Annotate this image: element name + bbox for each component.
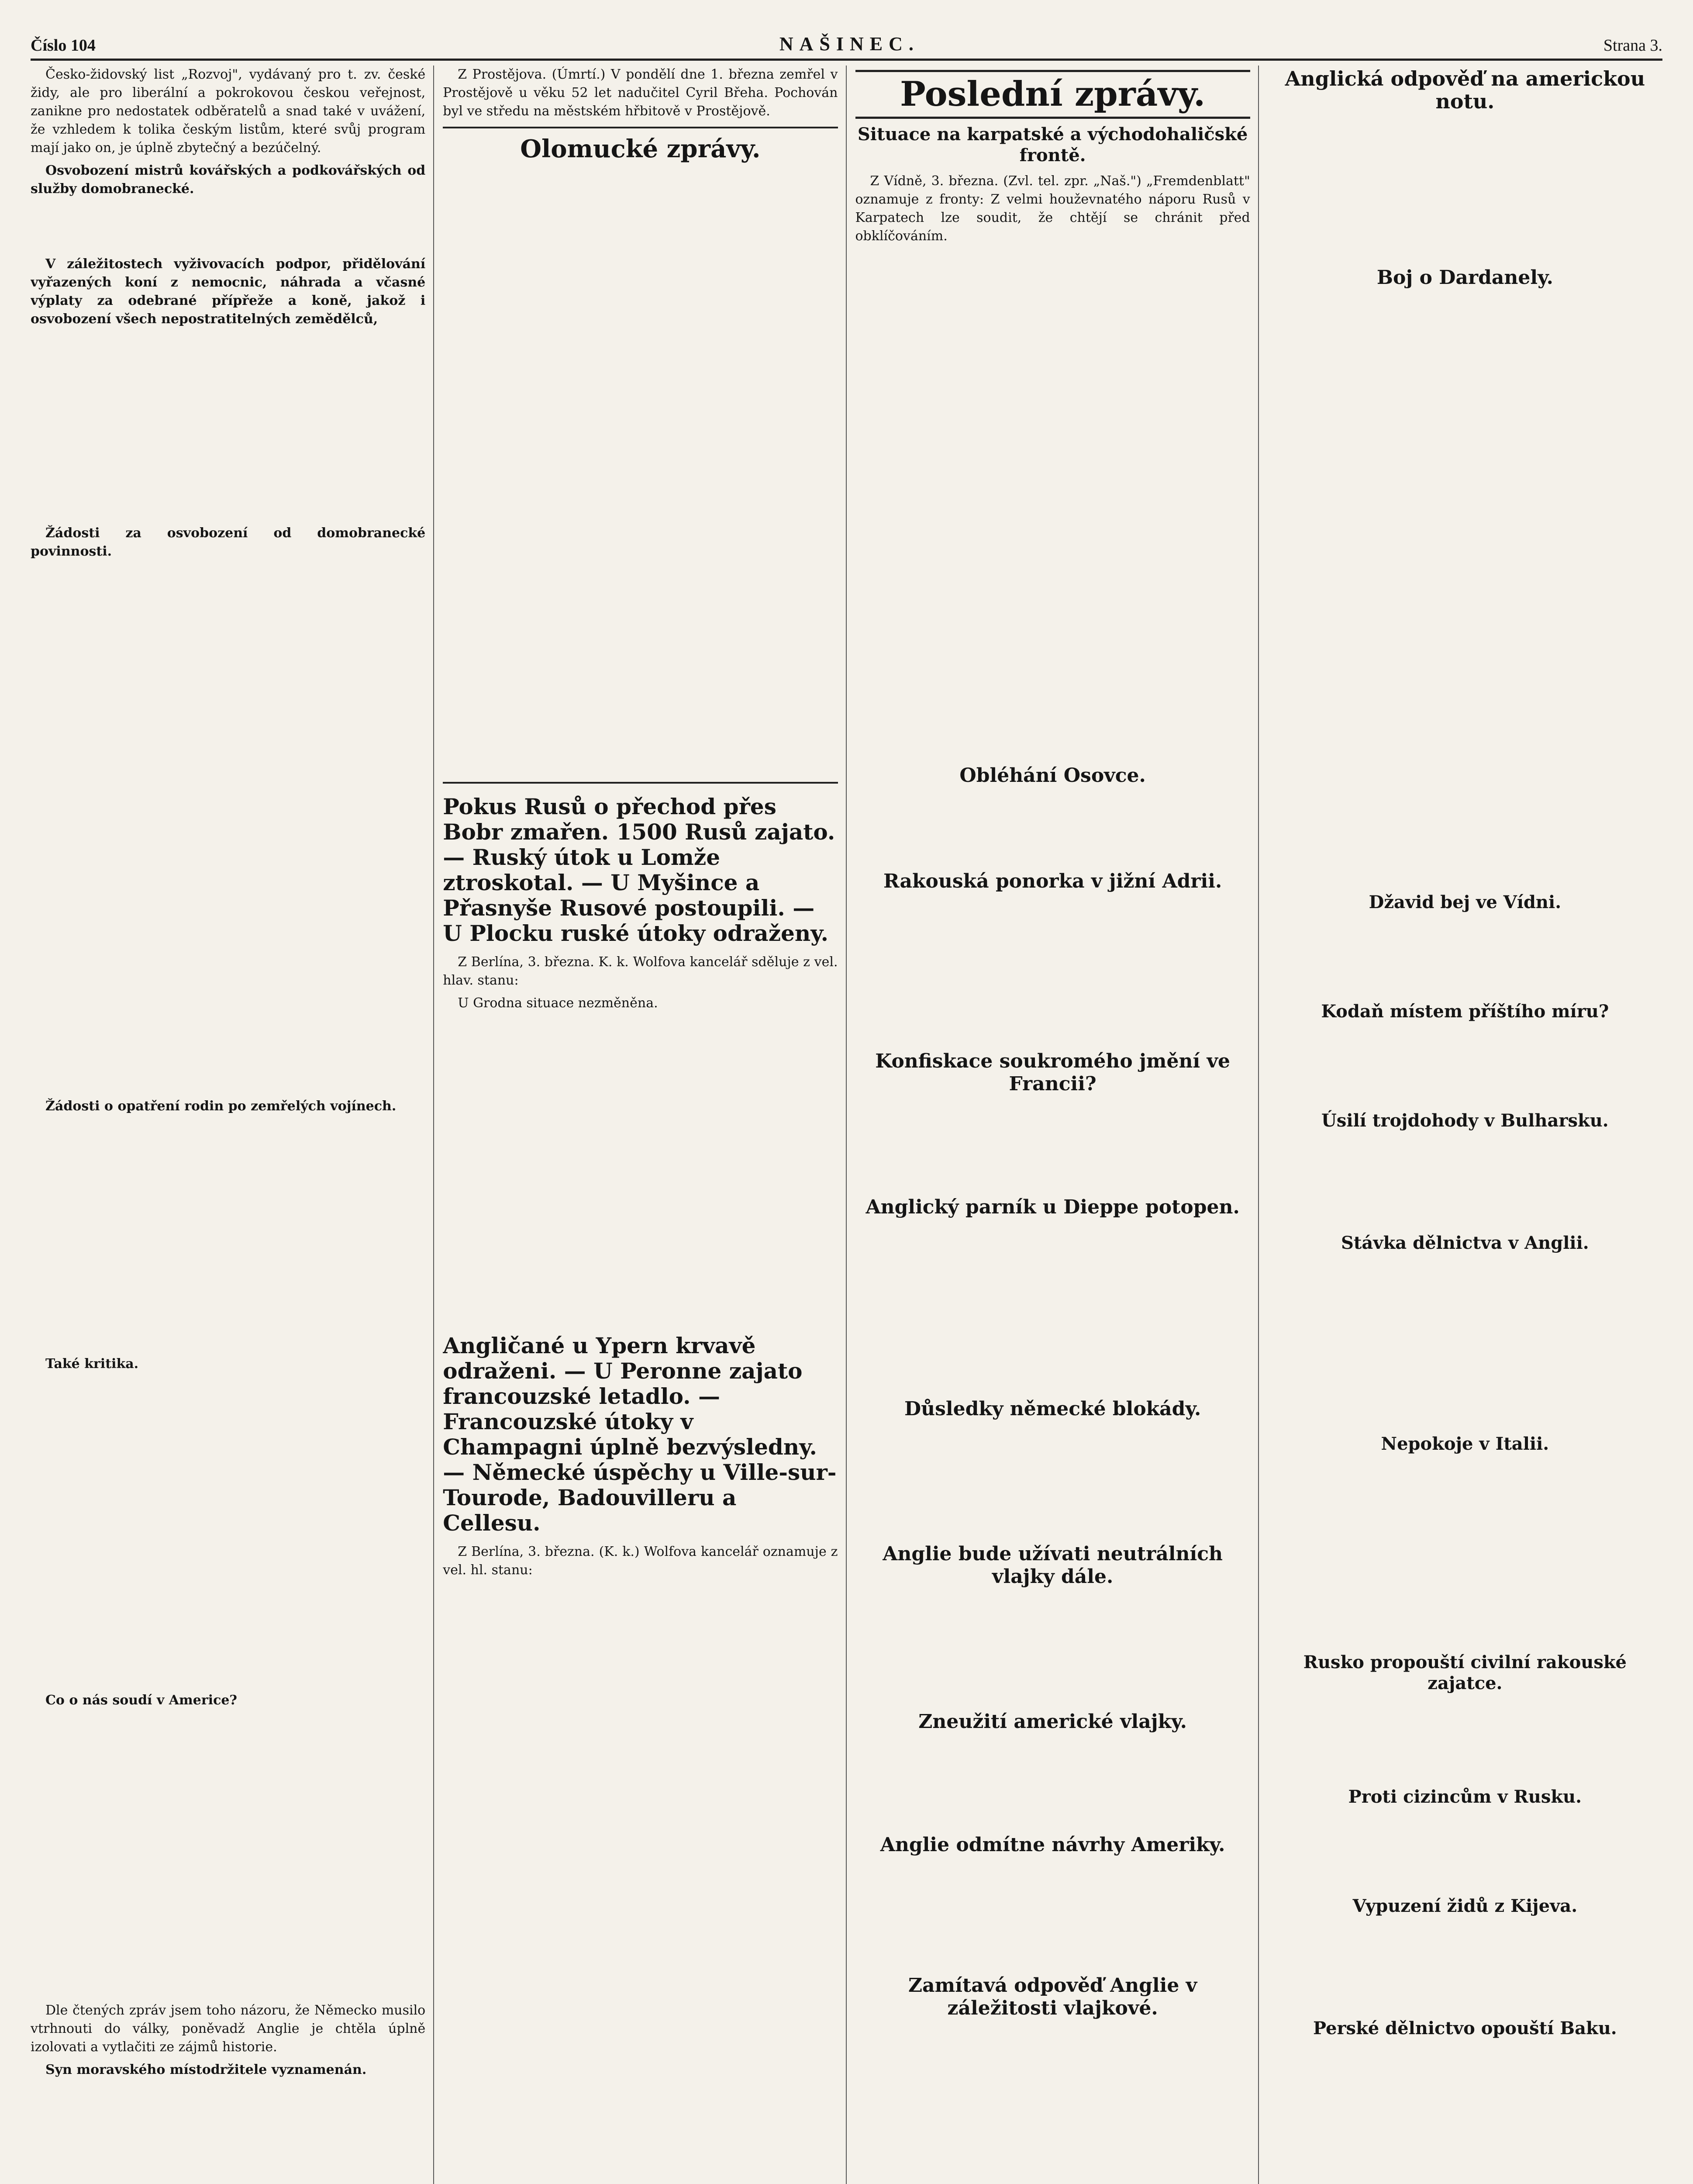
body-text-filler [855, 1738, 1250, 1826]
heading-syn: Syn moravského místodržitele vyznamenán. [45, 2062, 367, 2077]
heading-olomucke: Olomucké zprávy. [520, 135, 761, 163]
body-text-filler [1268, 119, 1662, 259]
body-text-filler [1268, 1137, 1662, 1225]
columns [31, 66, 1662, 2184]
body-text-filler [855, 1593, 1250, 1703]
heading-dardanely: Boj o Dardanely. [1376, 266, 1553, 289]
heading-zadosti: Žádosti za osvobození od domobranecké povinnosti. [31, 525, 426, 559]
article-grodna: U Grodna situace nezměněna. [458, 995, 658, 1011]
body-text-filler [1268, 919, 1662, 993]
heading-trojdohoda: Úsilí trojdohody v Bulharsku. [1321, 1110, 1609, 1131]
heading-zamitava: Zamítavá odpověď Anglie v záležitosti vlajkové. [908, 1974, 1197, 2019]
body-text-filler [1268, 1260, 1662, 1426]
article-ctenar: Dle čtených zpráv jsem toho názoru, že Německo musilo vtrhnouti do války, poněvadž Anglie je chtěla úplně izolovati a vytlačiti ze zájmů historie. [31, 2003, 426, 2055]
column-1 [31, 66, 434, 2184]
body-text-filler [1268, 1700, 1662, 1779]
body-text-filler [855, 792, 1250, 862]
heading-kodan: Kodaň místem příštího míru? [1321, 1001, 1609, 1022]
heading-delnictvo: Perské dělnictvo opouští Baku. [1313, 2018, 1617, 2039]
body-text-filler [1268, 1461, 1662, 1644]
heading-rusove: Pokus Rusů o přechod přes Bobr zmařen. 1500 Rusů zajato. — Ruský útok u Lomže ztroskotal. — U Myšince a Přasnyše Rusové postoupili. — U Plocku ruské útoky odraženy. [443, 794, 835, 946]
body-text-filler [443, 1017, 838, 1323]
column-2 [443, 66, 846, 2184]
heading-zidu: Vypuzení židů z Kijeva. [1352, 1896, 1578, 1916]
body-text-filler [855, 1426, 1250, 1535]
heading-cizincum: Proti cizincům v Rusku. [1348, 1787, 1582, 1807]
body-text-filler [1268, 1028, 1662, 1102]
article-berlin: Z Berlína, 3. března. K. k. Wolfova kancelář sděluje z vel. hlav. stanu: [443, 954, 838, 988]
article-vidne: Z Vídně, 3. března. (Zvl. tel. zpr. „Naš.") „Fremdenblatt" oznamuje z fronty: Z velmi houževnatého náporu Rusů v Karpatech lze soudit, že chtějí se chránit před obklíčováním. [855, 173, 1250, 244]
body-text-filler [31, 229, 425, 247]
heading-stavka: Stávka dělnictva v Anglii. [1341, 1233, 1589, 1253]
body-text-filler [443, 171, 838, 774]
heading-neutralni: Anglie bude užívati neutrálních vlajky dále. [883, 1543, 1223, 1588]
article-rozvoj: Česko-židovský list „Rozvoj", vydávaný pro t. zv. české židy, ale pro liberální a pokrokovou českou veřejnost, zanikne pro nedostatek odběratelů a snad také v uvážení, že vzhledem k tolika českým listům, které svůj program mají jako on, je úplně zbytečný a bezúčelný. [31, 67, 426, 156]
heading-opatreni: Žádosti o opatření rodin po zemřelých vojínech. [45, 1099, 397, 1114]
heading-situace: Situace na karpatské a východohaličské frontě. [857, 124, 1248, 166]
heading-dusledky: Důsledky německé blokády. [904, 1398, 1201, 1420]
heading-nepokoje: Nepokoje v Italii. [1381, 1434, 1549, 1454]
body-text-filler [31, 333, 425, 516]
heading-konfiskace: Konfiskace soukromého jmění ve Francii? [875, 1050, 1231, 1095]
heading-ponorka: Rakouská ponorka v jižní Adrii. [883, 870, 1222, 892]
heading-amerika: Co o nás soudí v Americe? [45, 1693, 238, 1708]
body-text-filler [855, 1101, 1250, 1188]
body-text-filler [31, 203, 425, 221]
heading-odpoved: Anglická odpověď na americkou notu. [1285, 67, 1645, 113]
heading-zneuziti: Zneužití americké vlajky. [918, 1711, 1187, 1733]
issue-number: Číslo 104 [31, 36, 96, 55]
body-text-filler [855, 1224, 1250, 1390]
body-text-filler [1268, 294, 1662, 884]
page-number: Strana 3. [1603, 36, 1662, 55]
heading-kritika: Také kritika. [45, 1356, 139, 1372]
heading-posledni: Poslední zprávy. [855, 70, 1250, 119]
body-text-filler [31, 1378, 425, 1683]
body-text-filler [31, 565, 425, 1089]
column-3 [855, 66, 1259, 2184]
body-text-filler [31, 1714, 425, 1994]
body-text-filler [1268, 1923, 1662, 2010]
heading-vyzivovacich: V záležitostech vyživovacích podpor, přidělování vyřazených koní z nemocnic, náhrada a včasné výplaty za odebrané přípřeže a koně, jakož i osvobození všech nepostratitelných zemědělců, [31, 256, 426, 327]
heading-parnik: Anglický parník u Dieppe potopen. [865, 1196, 1240, 1218]
heading-osvobozeni: Osvobození mistrů kovářských a podkovářských od služby domobranecké. [31, 163, 426, 197]
body-text-filler [1268, 2045, 1662, 2184]
heading-rusko: Rusko propouští civilní rakouské zajatce. [1303, 1652, 1627, 1693]
column-4 [1268, 66, 1662, 2184]
masthead [31, 24, 1662, 61]
body-text-filler [855, 898, 1250, 1042]
body-text-filler [855, 250, 1250, 757]
divider [443, 782, 838, 784]
article-prostejov: Z Prostějova. (Úmrtí.) V pondělí dne 1. března zemřel v Prostějově u věku 52 let nadučitel Cyril Břeha. Pochován byl ve středu na městském hřbitově v Prostějově. [443, 67, 838, 119]
heading-navrhy: Anglie odmítne návrhy Ameriky. [880, 1834, 1225, 1856]
paper-title: NAŠINEC. [779, 33, 920, 55]
heading-osovce: Obléhání Osovce. [959, 764, 1146, 787]
body-text-filler [31, 1120, 425, 1347]
heading-anglicane: Angličané u Ypern krvavě odraženi. — U Peronne zajato francouzské letadlo. — Francouzské útoky v Champagni úplně bezvýsledny. — Německé úspěchy u Ville-sur-Tourode, Badouvilleru a Cellesu. [443, 1333, 837, 1536]
article-berlin-2: Z Berlína, 3. března. (K. k.) Wolfova kancelář oznamuje z vel. hl. stanu: [443, 1544, 838, 1578]
heading-dzavid: Džavid bej ve Vídni. [1369, 892, 1562, 912]
divider [443, 127, 838, 128]
body-text-filler [855, 1862, 1250, 1966]
body-text-filler [1268, 1814, 1662, 1888]
